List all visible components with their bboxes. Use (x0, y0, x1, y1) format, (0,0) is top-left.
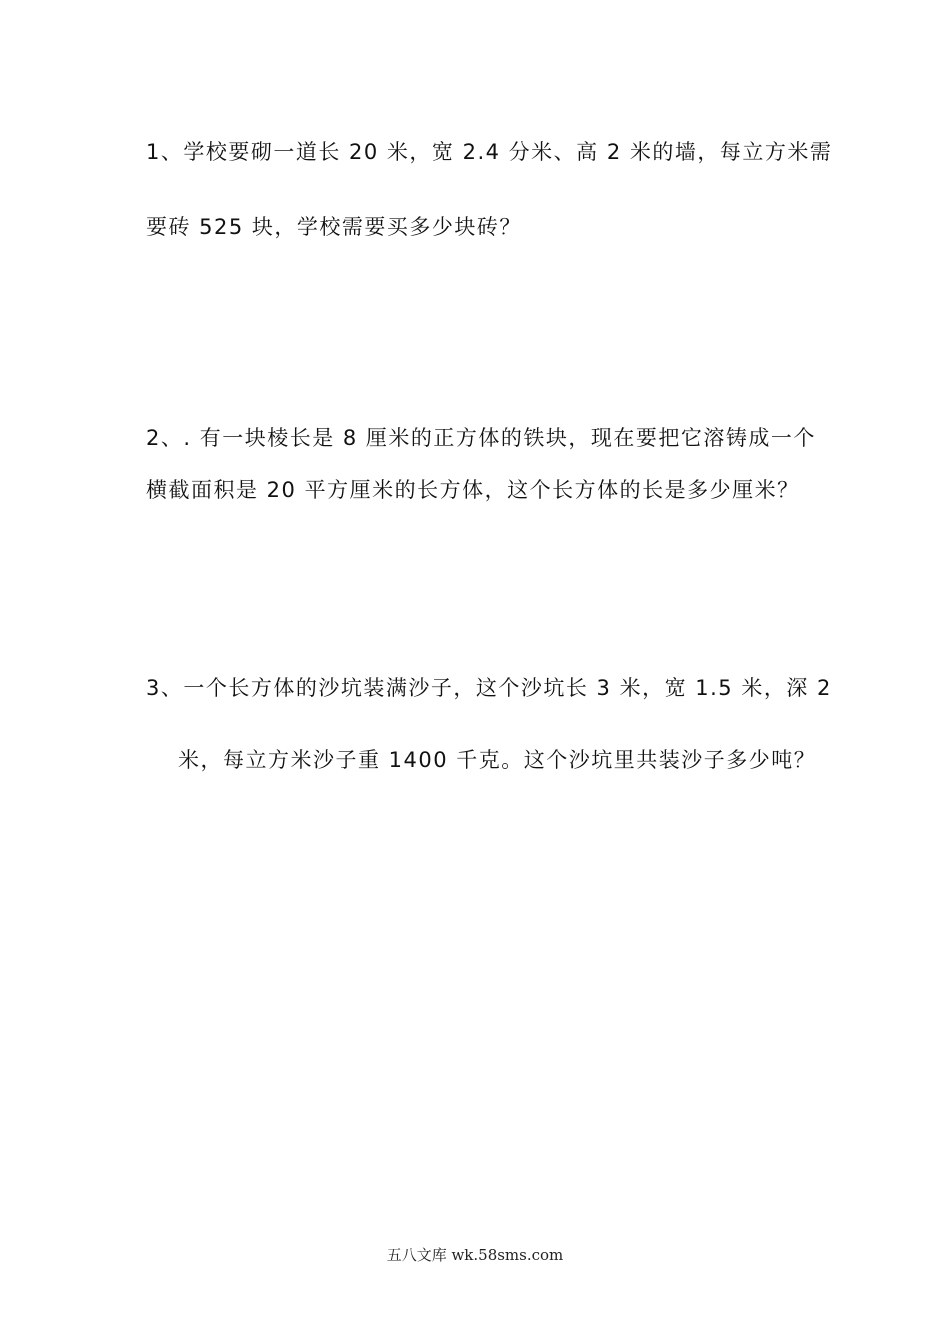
question-2-line-2: 横截面积是 20 平方厘米的长方体，这个长方体的长是多少厘米？ (146, 478, 800, 502)
question-3-line-1: 3、一个长方体的沙坑装满沙子，这个沙坑长 3 米，宽 1.5 米，深 2 (146, 676, 832, 700)
question-3-line-2: 米，每立方米沙子重 1400 千克。这个沙坑里共装沙子多少吨？ (178, 748, 817, 772)
question-1-line-2: 要砖 525 块，学校需要买多少块砖？ (146, 215, 522, 239)
question-1-line-1: 1、学校要砌一道长 20 米，宽 2.4 分米、高 2 米的墙，每立方米需 (146, 140, 833, 164)
question-2-line-1: 2、. 有一块棱长是 8 厘米的正方体的铁块，现在要把它溶铸成一个 (146, 426, 816, 450)
page-footer: 五八文库 wk.58sms.com (386, 1246, 564, 1264)
